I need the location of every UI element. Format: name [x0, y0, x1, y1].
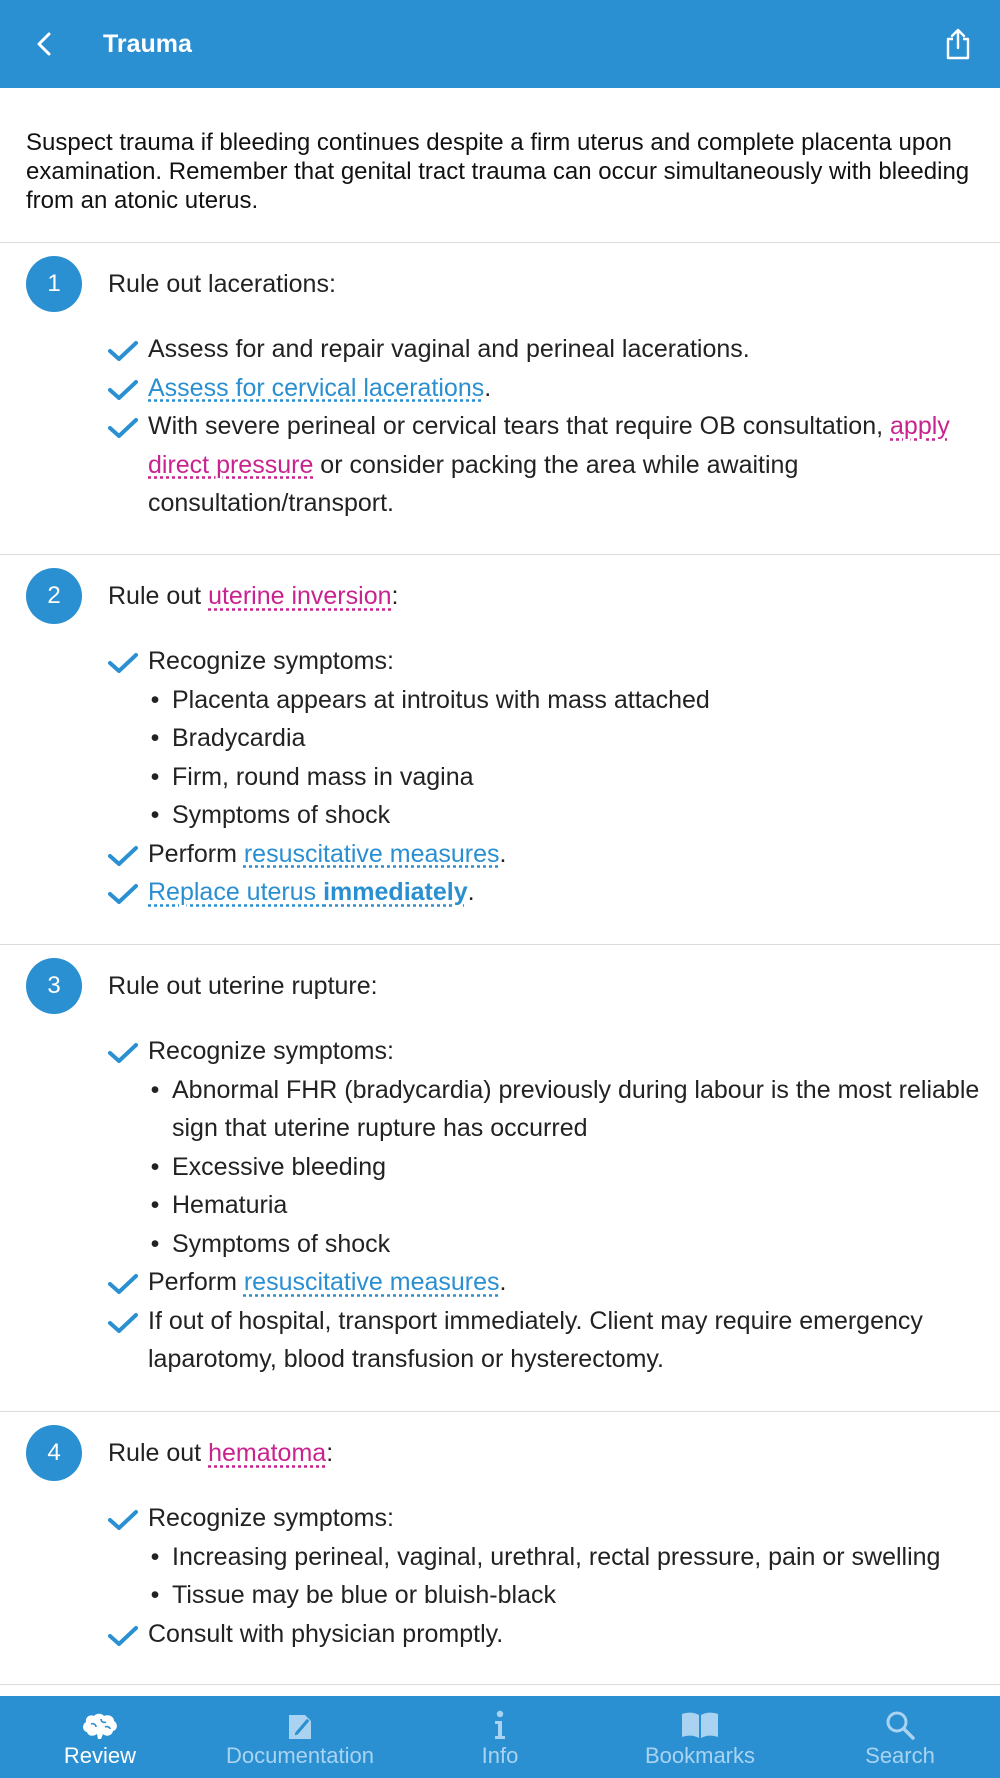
bullet-item: • Increasing perineal, vaginal, urethral, rectal pressure, pain or swelling	[108, 1538, 988, 1577]
checkmark-icon	[108, 1625, 138, 1647]
tab-label: Info	[481, 1743, 519, 1768]
bullet-dot: •	[150, 1542, 160, 1571]
checklist-item: Replace uterus immediately.	[108, 873, 988, 912]
top-app-bar	[0, 0, 1000, 88]
divider	[0, 1411, 1000, 1412]
checkmark-icon	[108, 1509, 138, 1531]
share-icon	[944, 28, 972, 60]
bullet-dot: •	[150, 724, 160, 752]
checklist-item: If out of hospital, transport immediately. Client may require emergency laparotomy, blood transfusion or hysterectomy.	[108, 1302, 988, 1379]
tab-info[interactable]	[400, 1696, 600, 1778]
bullet-item: • Abnormal FHR (bradycardia) previously during labour is the most reliable sign that uterine rupture has occurred	[108, 1071, 988, 1148]
checkmark-icon	[108, 417, 138, 439]
book-icon	[680, 1710, 720, 1740]
bullet-item: • Symptoms of shock	[108, 796, 988, 835]
uterine-inversion-link[interactable]: uterine inversion	[208, 582, 392, 610]
bullet-dot: •	[150, 801, 160, 829]
step-number-badge: 2	[26, 568, 82, 624]
checklist-item: Perform resuscitative measures.	[108, 835, 988, 874]
tab-label: Documentation	[226, 1743, 374, 1768]
bullet-dot: •	[150, 1229, 160, 1258]
step-heading: Rule out hematoma:	[108, 1439, 334, 1467]
checklist-item: Recognize symptoms:	[108, 1032, 988, 1071]
tab-label: Bookmarks	[644, 1743, 756, 1768]
tab-label: Review	[63, 1743, 137, 1768]
bullet-item: • Excessive bleeding	[108, 1148, 988, 1187]
step-number-badge: 4	[26, 1425, 82, 1481]
share-button[interactable]	[938, 24, 978, 64]
checklist-item: Consult with physician promptly.	[108, 1615, 988, 1654]
step-items	[108, 1499, 988, 1653]
back-button[interactable]	[24, 24, 64, 64]
bullet-item: • Tissue may be blue or bluish-black	[108, 1576, 988, 1615]
checklist-item: Recognize symptoms:	[108, 1499, 988, 1538]
tab-search[interactable]	[800, 1696, 1000, 1778]
bullet-dot: •	[150, 1581, 160, 1609]
resuscitative-measures-link[interactable]: resuscitative measures	[243, 839, 500, 868]
page-title: Trauma	[103, 30, 192, 58]
checklist-item: Assess for and repair vaginal and perineal lacerations.	[108, 330, 988, 369]
checkmark-icon	[108, 652, 138, 674]
document-icon	[286, 1710, 314, 1740]
checklist-item: With severe perineal or cervical tears that require OB consultation, apply direct pressure or consider packing the area while awaiting consultation/transport.	[108, 407, 988, 523]
intro-paragraph: Suspect trauma if bleeding continues despite a firm uterus and complete placenta upon examination. Remember that genital tract trauma can occur simultaneously with bleeding from an atonic uterus.	[26, 129, 970, 214]
step-number-badge: 1	[26, 256, 82, 312]
divider	[0, 944, 1000, 945]
checkmark-icon	[108, 379, 138, 401]
checkmark-icon	[108, 1312, 138, 1334]
tab-review[interactable]	[0, 1696, 200, 1778]
step-heading: Rule out lacerations:	[108, 270, 336, 298]
step-heading: Rule out uterine rupture:	[108, 972, 378, 1000]
checklist-item: Recognize symptoms:	[108, 642, 988, 681]
bottom-tab-bar	[0, 1696, 1000, 1778]
bullet-dot: •	[150, 762, 160, 791]
bullet-item: • Bradycardia	[108, 719, 988, 758]
checkmark-icon	[108, 883, 138, 905]
divider	[0, 242, 1000, 243]
bullet-dot: •	[150, 1075, 160, 1104]
bullet-item: • Firm, round mass in vagina	[108, 758, 988, 797]
step-number-badge: 3	[26, 958, 82, 1014]
info-icon	[492, 1710, 508, 1740]
replace-uterus-link[interactable]: Replace uterus immediately	[148, 878, 468, 906]
checklist-item: Perform resuscitative measures.	[108, 1263, 988, 1302]
bullet-dot: •	[150, 685, 160, 714]
checklist-item: Assess for cervical lacerations.	[108, 369, 988, 408]
divider	[0, 1684, 1000, 1685]
step-items	[108, 642, 988, 912]
tab-label: Search	[865, 1743, 935, 1768]
checkmark-icon	[108, 340, 138, 362]
brain-icon	[81, 1712, 119, 1740]
bullet-item: • Symptoms of shock	[108, 1225, 988, 1264]
apply-direct-pressure-link[interactable]: apply direct pressure	[148, 412, 950, 479]
checkmark-icon	[108, 845, 138, 867]
chevron-left-icon	[35, 31, 53, 57]
checkmark-icon	[108, 1042, 138, 1064]
checkmark-icon	[108, 1273, 138, 1295]
divider	[0, 554, 1000, 555]
bullet-dot: •	[150, 1152, 160, 1181]
step-heading: Rule out uterine inversion:	[108, 582, 399, 610]
bullet-item: • Placenta appears at introitus with mass attached	[108, 681, 988, 720]
search-icon	[885, 1710, 915, 1740]
step-items	[108, 330, 988, 523]
tab-documentation[interactable]	[200, 1696, 400, 1778]
resuscitative-measures-link[interactable]: resuscitative measures	[243, 1268, 500, 1296]
step-items	[108, 1032, 988, 1379]
bullet-item: • Hematuria	[108, 1186, 988, 1225]
cervical-lacerations-link[interactable]: Assess for cervical lacerations	[148, 373, 485, 402]
tab-bookmarks[interactable]	[600, 1696, 800, 1778]
hematoma-link[interactable]: hematoma	[208, 1439, 327, 1467]
bullet-dot: •	[150, 1191, 160, 1219]
